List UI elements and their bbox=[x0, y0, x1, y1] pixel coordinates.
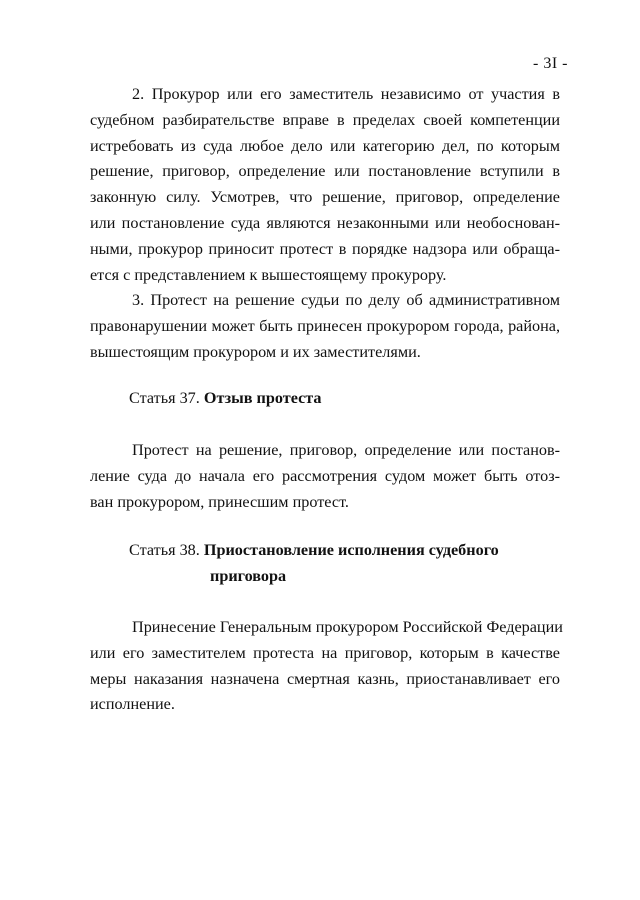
article-38-title: Приостановление исполнения судебного bbox=[203, 541, 499, 559]
text-line: 3. Протест на решение судьи по делу об административном bbox=[132, 291, 560, 309]
text-line: законную силу. Усмотрев, что решение, приговор, определение bbox=[90, 188, 560, 207]
text-line: или его заместителем протеста на приговор, которым в качестве bbox=[90, 643, 560, 662]
text-line: ется с представлением к вышестоящему прокурору. bbox=[90, 265, 447, 284]
text-line: ление суда до начала его рассмотрения судом может быть отоз- bbox=[90, 466, 560, 485]
paragraph-2 bbox=[90, 82, 560, 288]
text-line: вышестоящим прокурором и их заместителями. bbox=[90, 342, 421, 361]
text-line: меры наказания назначена смертная казнь, приостанавливает его bbox=[90, 669, 560, 688]
text-line: ван прокурором, принесшим протест. bbox=[90, 492, 349, 511]
text-line: истребовать из суда любое дело или категорию дел, по которым bbox=[90, 136, 560, 155]
page-number: - 3I - bbox=[533, 55, 568, 72]
text-line: правонарушении может быть принесен прокурором города, района, bbox=[90, 316, 560, 335]
text-line: Протест на решение, приговор, определение или постанов- bbox=[132, 441, 560, 459]
article-37-heading bbox=[129, 386, 322, 412]
text-line: 2. Прокурор или его заместитель независимо от участия в bbox=[132, 85, 560, 103]
text-line: судебном разбирательстве вправе в пределах своей компетенции bbox=[90, 110, 560, 129]
article-37-label: Статья 37. bbox=[129, 389, 200, 407]
article-37-title: Отзыв протеста bbox=[203, 389, 322, 407]
text-line: или постановление суда являются незаконными или необоснован- bbox=[90, 213, 560, 232]
text-line: исполнение. bbox=[90, 695, 175, 714]
text-line: решение, приговор, определение или постановление вступили в bbox=[90, 162, 560, 181]
text-line: Принесение Генеральным прокурором Российской Федерации bbox=[132, 618, 563, 636]
article-38-title-continued: приговора bbox=[210, 567, 287, 585]
text-line: ными, прокурор приносит протест в порядке надзора или обраща- bbox=[90, 239, 560, 258]
article-37-body bbox=[90, 438, 560, 515]
article-38-body bbox=[90, 615, 563, 718]
paragraph-3 bbox=[90, 288, 560, 365]
article-38-label: Статья 38. bbox=[129, 541, 200, 559]
article-38-heading bbox=[129, 538, 499, 564]
